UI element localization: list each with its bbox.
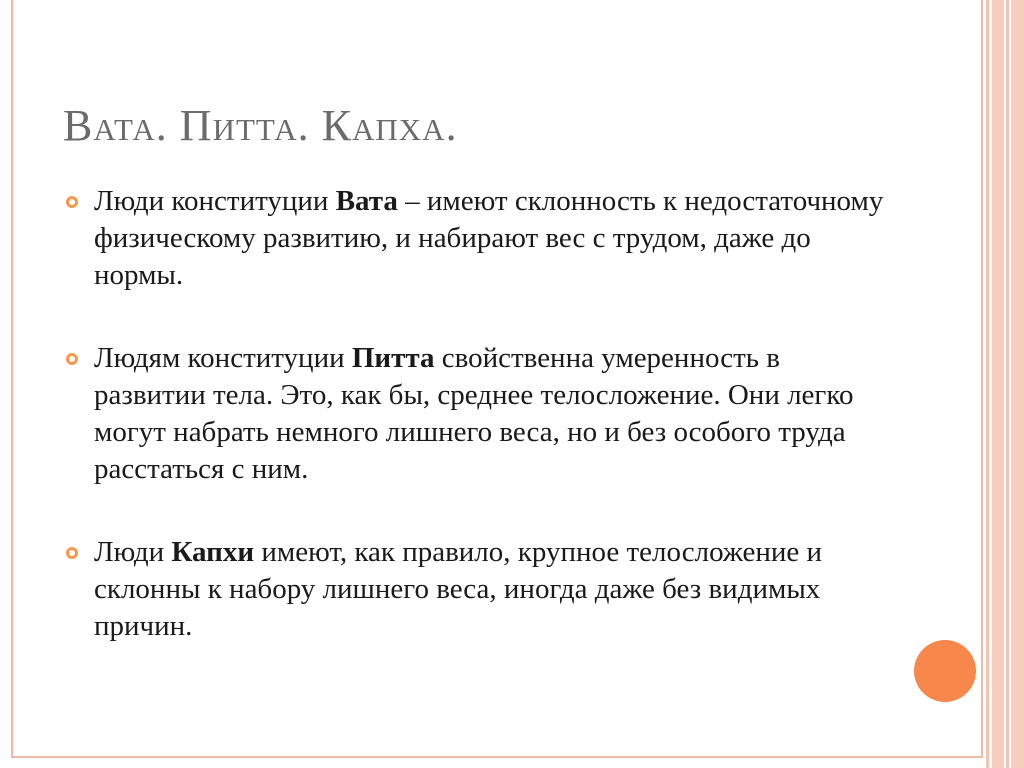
bullet-item-vata — [66, 183, 896, 294]
decorative-circle — [914, 640, 976, 702]
bullet-circle-icon — [66, 196, 78, 208]
decorative-stripe — [992, 0, 1004, 768]
bullet-keyword: Капхи — [171, 536, 255, 568]
bullet-text: свойственна умеренность в развитии тела. Это, как бы, среднее телосложение. Они легко могут набрать немного лишнего веса, но и без особого труда расстаться с ним. — [94, 342, 854, 485]
bullet-text: Люди — [94, 536, 172, 568]
slide-title: Вата. Питта. Капха. — [63, 101, 458, 150]
bullet-keyword: Вата — [335, 185, 398, 217]
bullet-circle-icon — [66, 353, 78, 365]
bullet-text: Людям конституции — [94, 342, 352, 374]
decorative-stripe — [1011, 0, 1024, 768]
decorative-stripe — [986, 0, 989, 768]
bullet-keyword: Питта — [351, 342, 435, 374]
bullet-list — [66, 183, 896, 691]
bullet-item-kapha — [66, 534, 896, 645]
bullet-item-pitta — [66, 340, 896, 488]
bullet-text: Люди конституции — [94, 185, 336, 217]
decorative-stripe — [1006, 0, 1009, 768]
bullet-text: – имеют склонность к недостаточному физическому развитию, и набирают вес с трудом, даже до нормы. — [94, 185, 884, 291]
bullet-text: имеют, как правило, крупное телосложение и склонны к набору лишнего веса, иногда даже без видимых причин. — [94, 536, 823, 642]
bullet-circle-icon — [66, 547, 78, 559]
